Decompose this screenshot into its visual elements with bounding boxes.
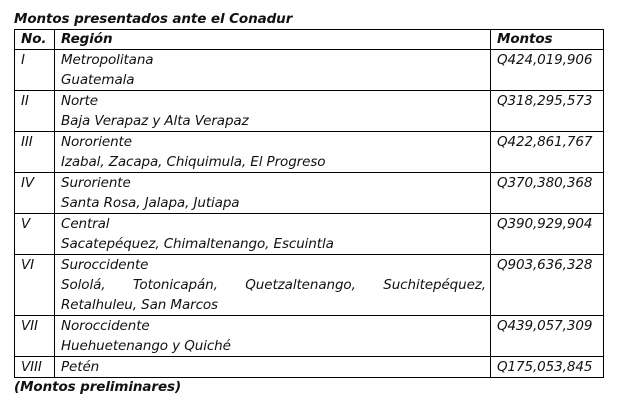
table-row bbox=[15, 255, 604, 316]
region-departments: Sololá, Totonicapán, Quetzaltenango, Suchitepéquez, bbox=[61, 277, 486, 293]
region-name: Noroccidente bbox=[61, 318, 150, 334]
region-name: Petén bbox=[61, 359, 100, 375]
region-departments: Santa Rosa, Jalapa, Jutiapa bbox=[61, 195, 240, 211]
region-cell bbox=[55, 214, 491, 255]
region-cell bbox=[55, 357, 491, 378]
table-row bbox=[15, 173, 604, 214]
table-row bbox=[15, 132, 604, 173]
region-number: VIII bbox=[15, 357, 55, 378]
header-region: Región bbox=[55, 30, 491, 50]
table-body bbox=[15, 50, 604, 378]
region-number: II bbox=[15, 91, 55, 132]
table-row bbox=[15, 316, 604, 357]
montos-table bbox=[14, 29, 604, 378]
table-row bbox=[15, 357, 604, 378]
region-departments: Baja Verapaz y Alta Verapaz bbox=[61, 113, 249, 129]
region-name: Norte bbox=[61, 93, 99, 109]
region-name: Suroccidente bbox=[61, 257, 149, 273]
region-monto: Q903,636,328 bbox=[491, 255, 604, 316]
region-monto: Q424,019,906 bbox=[491, 50, 604, 91]
region-cell bbox=[55, 50, 491, 91]
region-departments: Huehuetenango y Quiché bbox=[61, 338, 231, 354]
region-number: IV bbox=[15, 173, 55, 214]
region-number: VII bbox=[15, 316, 55, 357]
region-name: Suroriente bbox=[61, 175, 131, 191]
region-name: Nororiente bbox=[61, 134, 132, 150]
region-departments: Sacatepéquez, Chimaltenango, Escuintla bbox=[61, 236, 334, 252]
region-monto: Q318,295,573 bbox=[491, 91, 604, 132]
region-cell bbox=[55, 132, 491, 173]
table-row bbox=[15, 91, 604, 132]
table-row bbox=[15, 50, 604, 91]
region-cell bbox=[55, 173, 491, 214]
region-monto: Q175,053,845 bbox=[491, 357, 604, 378]
header-no: No. bbox=[15, 30, 55, 50]
region-departments: Izabal, Zacapa, Chiquimula, El Progreso bbox=[61, 154, 326, 170]
region-departments: Retalhuleu, San Marcos bbox=[61, 297, 218, 313]
document bbox=[14, 10, 604, 397]
header-montos: Montos bbox=[491, 30, 604, 50]
region-name: Metropolitana bbox=[61, 52, 154, 68]
table-header-row bbox=[15, 30, 604, 50]
region-monto: Q422,861,767 bbox=[491, 132, 604, 173]
region-cell bbox=[55, 255, 491, 316]
region-monto: Q370,380,368 bbox=[491, 173, 604, 214]
region-monto: Q439,057,309 bbox=[491, 316, 604, 357]
region-number: VI bbox=[15, 255, 55, 316]
preliminary-note: (Montos preliminares) bbox=[14, 379, 182, 395]
region-name: Central bbox=[61, 216, 110, 232]
region-number: V bbox=[15, 214, 55, 255]
region-cell bbox=[55, 91, 491, 132]
table-row bbox=[15, 214, 604, 255]
table-title: Montos presentados ante el Conadur bbox=[14, 11, 293, 27]
region-cell bbox=[55, 316, 491, 357]
region-number: I bbox=[15, 50, 55, 91]
region-number: III bbox=[15, 132, 55, 173]
region-departments: Guatemala bbox=[61, 72, 135, 88]
region-monto: Q390,929,904 bbox=[491, 214, 604, 255]
